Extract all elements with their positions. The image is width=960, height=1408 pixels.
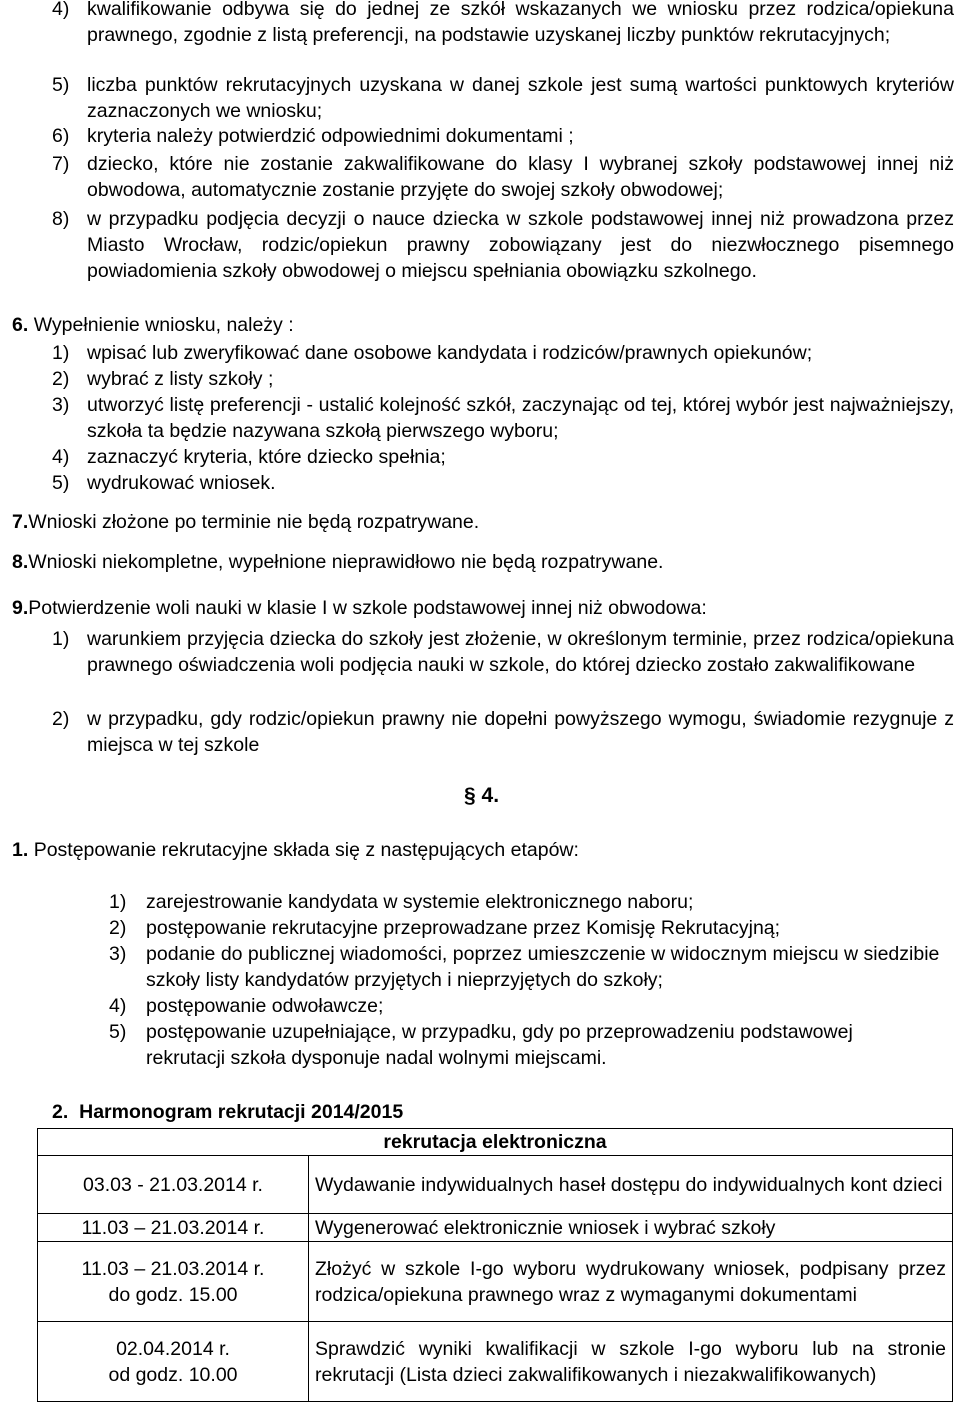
item-text: podanie do publicznej wiadomości, poprzez umieszczenie w widocznym miejscu w siedzibie szkoły listy kandydatów przyjętych i nieprzyjętych do szkoły; — [146, 943, 940, 991]
item-number: 8) — [52, 208, 70, 230]
section-9-heading — [12, 595, 952, 621]
item-number: 4) — [52, 0, 70, 20]
section-number: 8. — [12, 551, 29, 573]
time-text: do godz. 15.00 — [108, 1283, 238, 1306]
item-text: kwalifikowanie odbywa się do jednej ze szkół wskazanych we wniosku przez rodzica/opiekuna prawnego, zgodnie z listą preferencji, na podstawie uzyskanej liczby punktów rekrutacyjnych; — [87, 0, 954, 46]
section-title: Wypełnienie wniosku, należy : — [33, 314, 294, 336]
section-number: 9. — [12, 597, 29, 619]
item-text: warunkiem przyjęcia dziecka do szkoły jest złożenie, w określonym terminie, przez rodzica/opiekuna prawnego oświadczenia woli podjęcia nauki w szkole, do której dziecko zostało zakwalifikowane — [87, 628, 954, 676]
section-6-heading — [12, 312, 952, 338]
item-number: 1) — [109, 891, 127, 913]
section-title: Postępowanie rekrutacyjne składa się z następujących etapów: — [33, 839, 579, 861]
section-8 — [12, 549, 952, 575]
item-text: w przypadku podjęcia decyzji o nauce dziecka w szkole podstawowej innej niż prowadzona przez Miasto Wrocław, rodzic/opiekun prawny zobowiązany jest do niezwłocznego pisemnego powiadomienia szkoły obwodowej o miejscu spełniania obowiązku szkolnego. — [87, 208, 954, 282]
item-text: zarejestrowanie kandydata w systemie elektronicznego naboru; — [146, 891, 694, 913]
table-row — [38, 1214, 953, 1242]
section-title: Potwierdzenie woli nauki w klasie I w szkole podstawowej innej niż obwodowa: — [28, 597, 707, 619]
item-number: 7) — [52, 153, 70, 175]
item-text: w przypadku, gdy rodzic/opiekun prawny nie dopełni powyższego wymogu, świadomie rezygnuje z miejsca w tej szkole — [87, 708, 954, 756]
section-title: Harmonogram rekrutacji 2014/2015 — [79, 1101, 404, 1123]
item-text: wybrać z listy szkoły ; — [87, 368, 274, 390]
date-text: 11.03 – 21.03.2014 r. — [81, 1216, 265, 1239]
item-text: postępowanie odwoławcze; — [146, 995, 384, 1017]
paragraph-heading: § 4. — [464, 784, 500, 807]
schedule-table — [37, 1128, 953, 1402]
description-cell: Wydawanie indywidualnych haseł dostępu do indywidualnych kont dzieci — [309, 1156, 953, 1214]
table-row — [38, 1156, 953, 1214]
date-cell — [38, 1156, 309, 1214]
section-text: Wnioski niekompletne, wypełnione nieprawidłowo nie będą rozpatrywane. — [28, 551, 664, 573]
p4-section-1-heading — [12, 837, 952, 863]
date-cell — [38, 1242, 309, 1322]
item-number: 3) — [52, 394, 70, 416]
date-cell — [38, 1322, 309, 1402]
date-cell — [38, 1214, 309, 1242]
description-cell: Sprawdzić wyniki kwalifikacji w szkole I-go wyboru lub na stronie rekrutacji (Lista dzieci zakwalifikowanych i niezakwalifikowanych) — [309, 1322, 953, 1402]
item-number: 3) — [109, 943, 127, 965]
item-text: zaznaczyć kryteria, które dziecko spełnia; — [87, 446, 446, 468]
time-text: od godz. 10.00 — [108, 1363, 238, 1386]
item-text: kryteria należy potwierdzić odpowiednimi dokumentami ; — [87, 125, 574, 147]
item-number: 1) — [52, 342, 70, 364]
date-text: 03.03 - 21.03.2014 r. — [83, 1173, 263, 1196]
table-row — [38, 1322, 953, 1402]
item-number: 5) — [52, 472, 70, 494]
item-number: 4) — [52, 446, 70, 468]
item-text: utworzyć listę preferencji - ustalić kolejność szkół, zaczynając od tej, której wybór jest najważniejszy, szkoła ta będzie nazywana szkołą pierwszego wyboru; — [87, 394, 954, 442]
section-text: Wnioski złożone po terminie nie będą rozpatrywane. — [28, 511, 480, 533]
item-text: wpisać lub zweryfikować dane osobowe kandydata i rodziców/prawnych opiekunów; — [87, 342, 813, 364]
table-header: rekrutacja elektroniczna — [38, 1129, 953, 1156]
item-text: postępowanie rekrutacyjne przeprowadzane przez Komisję Rekrutacyjną; — [146, 917, 781, 939]
date-text: 11.03 – 21.03.2014 r. — [81, 1257, 265, 1280]
item-text: postępowanie uzupełniające, w przypadku, gdy po przeprowadzeniu podstawowej rekrutacji szkoła dysponuje nadal wolnymi miejscami. — [146, 1021, 853, 1069]
item-number: 2) — [52, 708, 70, 730]
item-number: 5) — [52, 74, 70, 96]
section-number: 6. — [12, 314, 29, 336]
description-cell: Złożyć w szkole I-go wyboru wydrukowany wniosek, podpisany przez rodzica/opiekuna prawnego wraz z wymaganymi dokumentami — [309, 1242, 953, 1322]
date-text: 02.04.2014 r. — [116, 1337, 230, 1360]
section-number: 7. — [12, 511, 29, 533]
item-number: 4) — [109, 995, 127, 1017]
item-number: 2) — [52, 368, 70, 390]
item-text: liczba punktów rekrutacyjnych uzyskana w danej szkole jest sumą wartości punktowych kryteriów zaznaczonych we wniosku; — [87, 74, 954, 122]
table-header-row — [38, 1129, 953, 1156]
item-number: 5) — [109, 1021, 127, 1043]
item-text: dziecko, które nie zostanie zakwalifikowane do klasy I wybranej szkoły podstawowej innej niż obwodowa, automatycznie zostanie przyjęte do swojej szkoły obwodowej; — [87, 153, 954, 201]
section-7 — [12, 509, 952, 535]
p4-section-2-heading — [52, 1099, 952, 1125]
section-number: 2. — [52, 1101, 69, 1123]
item-number: 1) — [52, 628, 70, 650]
item-number: 6) — [52, 125, 70, 147]
section-number: 1. — [12, 839, 29, 861]
item-text: wydrukować wniosek. — [87, 472, 276, 494]
description-cell: Wygenerować elektronicznie wniosek i wybrać szkoły — [309, 1214, 953, 1242]
item-number: 2) — [109, 917, 127, 939]
table-row — [38, 1242, 953, 1322]
